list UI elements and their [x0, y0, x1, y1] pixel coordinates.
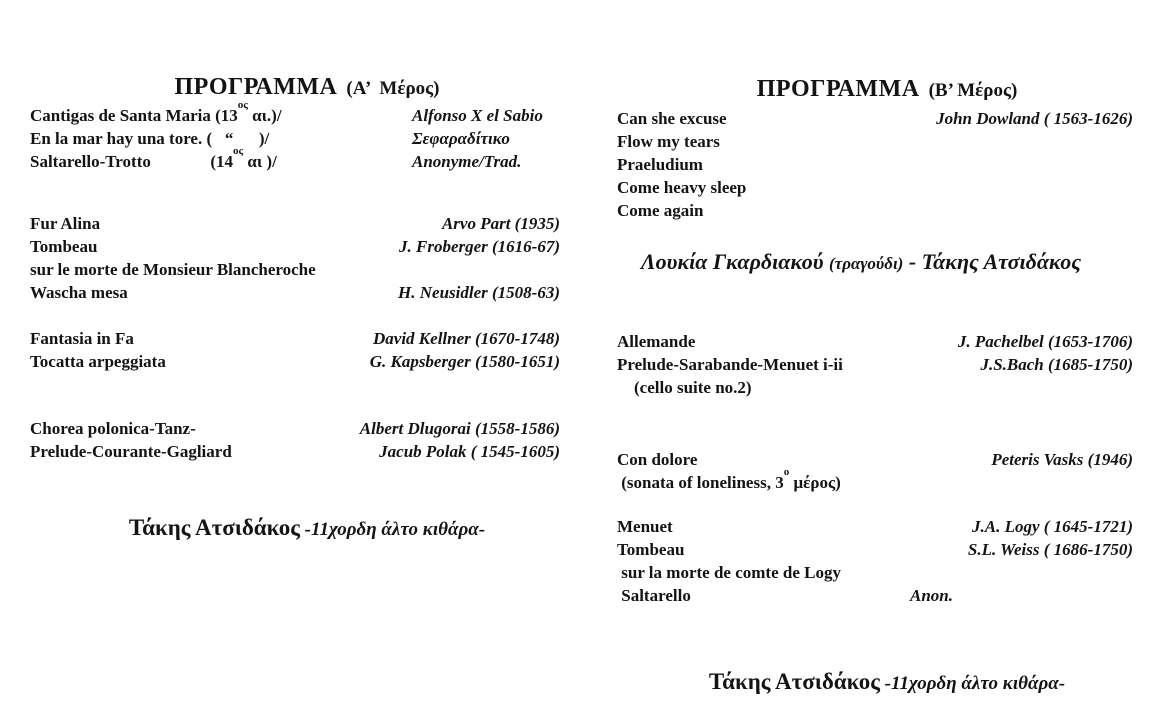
part-b-block-2 — [617, 330, 1133, 399]
part-a-block-1 — [30, 99, 560, 173]
program-row — [617, 176, 1133, 199]
piece-title-text: αι.)/ — [247, 106, 282, 125]
composer: Anonyme/Trad. — [412, 152, 522, 171]
program-row — [617, 330, 1133, 353]
program-row — [617, 199, 1133, 222]
part-a-performer-credit — [30, 497, 560, 559]
composer: J.A. Logy ( 1645-1721) — [971, 517, 1133, 536]
program-row — [617, 561, 1133, 584]
performers-duo-line — [617, 231, 1133, 293]
piece-title: Fantasia in Fa — [30, 329, 134, 348]
piece-title: Menuet — [617, 517, 673, 536]
piece-title: Con dolore — [617, 450, 698, 469]
piece-subtitle: sur la morte de comte de Logy — [617, 563, 841, 582]
part-a-title-part: (Α’ Μέρος) — [346, 78, 440, 99]
program-row — [617, 584, 1133, 607]
program-row — [617, 130, 1133, 153]
composer: J. Froberger (1616-67) — [398, 237, 560, 256]
piece-title — [30, 145, 277, 173]
piece-title: Come heavy sleep — [617, 178, 747, 197]
program-row — [617, 515, 1133, 538]
program-row — [30, 212, 560, 235]
composer: Jacub Polak ( 1545-1605) — [379, 442, 560, 461]
superscript: ος — [233, 145, 244, 158]
composer: Albert Dlugorai (1558-1586) — [359, 419, 560, 438]
piece-subtitle-text: (sonata of loneliness, 3 — [617, 473, 784, 492]
piece-subtitle-text: μέρος) — [789, 473, 841, 492]
program-row — [617, 153, 1133, 176]
piece-title — [30, 99, 282, 127]
program-row — [30, 350, 560, 373]
program-row — [30, 99, 560, 127]
part-b-title-part: (Β’ Μέρος) — [928, 80, 1018, 101]
piece-title: Come again — [617, 201, 704, 220]
program-row — [617, 448, 1133, 471]
instrument-description: -11χορδη άλτο κιθάρα- — [299, 519, 486, 540]
piece-title: Tombeau — [617, 540, 685, 559]
program-row — [30, 281, 560, 304]
part-a-block-4 — [30, 417, 560, 463]
piece-title: Saltarello — [617, 586, 691, 605]
part-b-block-3 — [617, 448, 1133, 494]
part-b-block-4 — [617, 515, 1133, 607]
program-row — [30, 258, 560, 281]
program-row — [617, 107, 1133, 130]
piece-title: Prelude-Courante-Gagliard — [30, 442, 232, 461]
piece-title: Fur Alina — [30, 214, 101, 233]
piece-title-text: Cantigas de Santa Maria (13 — [30, 106, 238, 125]
separator: - — [903, 249, 922, 274]
program-row — [617, 376, 1133, 399]
piece-title: Chorea polonica-Tanz- — [30, 419, 196, 438]
part-a-block-2 — [30, 212, 560, 304]
piece-title: Can she excuse — [617, 109, 727, 128]
composer: Σεφαραδίτικο — [412, 129, 510, 148]
piece-title: Praeludium — [617, 155, 703, 174]
guitarist-name: Τάκης Ατσιδάκος — [921, 249, 1082, 274]
singer-name: Λουκία Γκαρδιακού — [641, 249, 829, 274]
singer-role: (τραγούδι) — [828, 254, 904, 273]
composer: Anon. — [910, 586, 953, 605]
part-b-performer-credit — [617, 651, 1133, 704]
program-row — [30, 235, 560, 258]
composer: Arvo Part (1935) — [441, 214, 560, 233]
piece-title: En la mar hay una tore. ( “ )/ — [30, 129, 270, 148]
piece-subtitle: (cello suite no.2) — [617, 378, 752, 397]
program-row — [30, 417, 560, 440]
piece-title: Prelude-Sarabande-Menuet i-ii — [617, 355, 843, 374]
piece-title-text: αι )/ — [243, 152, 277, 171]
composer: Alfonso X el Sabio — [412, 106, 543, 125]
piece-title: Tocatta arpeggiata — [30, 352, 166, 371]
performer-name: Τάκης Ατσιδάκος — [128, 515, 300, 540]
piece-title: Wascha mesa — [30, 283, 128, 302]
program-row — [617, 538, 1133, 561]
part-a-title-main: ΠΡΟΓΡΑΜΜΑ — [174, 74, 338, 100]
composer: John Dowland ( 1563-1626) — [936, 109, 1133, 128]
piece-title: Flow my tears — [617, 132, 720, 151]
program-row — [617, 466, 1133, 494]
program-column-part-a — [30, 0, 560, 704]
part-b-title-main: ΠΡΟΓΡΑΜΜΑ — [756, 76, 920, 102]
composer: H. Neusidler (1508-63) — [398, 283, 560, 302]
part-a-block-3 — [30, 327, 560, 373]
composer: David Kellner (1670-1748) — [373, 329, 560, 348]
performer-name: Τάκης Ατσιδάκος — [708, 669, 880, 694]
composer: J. Pachelbel (1653-1706) — [957, 332, 1133, 351]
piece-title: Allemande — [617, 332, 696, 351]
composer: G. Kapsberger (1580-1651) — [369, 352, 560, 371]
composer: S.L. Weiss ( 1686-1750) — [967, 540, 1133, 559]
superscript: ος — [237, 99, 248, 112]
program-row — [30, 440, 560, 463]
piece-subtitle — [617, 466, 841, 494]
program-column-part-b — [617, 0, 1133, 704]
piece-title: Tombeau — [30, 237, 98, 256]
piece-title-text: Saltarello-Trotto (14 — [30, 152, 234, 171]
piece-subtitle: sur le morte de Monsieur Blancheroche — [30, 260, 316, 279]
part-b-block-1 — [617, 107, 1133, 222]
composer: J.S.Bach (1685-1750) — [980, 355, 1133, 374]
instrument-description: -11χορδη άλτο κιθάρα- — [879, 673, 1066, 694]
program-row — [30, 127, 560, 150]
composer: Peteris Vasks (1946) — [991, 450, 1133, 469]
program-row — [617, 353, 1133, 376]
program-row — [30, 145, 560, 173]
program-row — [30, 327, 560, 350]
superscript: ο — [783, 466, 790, 479]
